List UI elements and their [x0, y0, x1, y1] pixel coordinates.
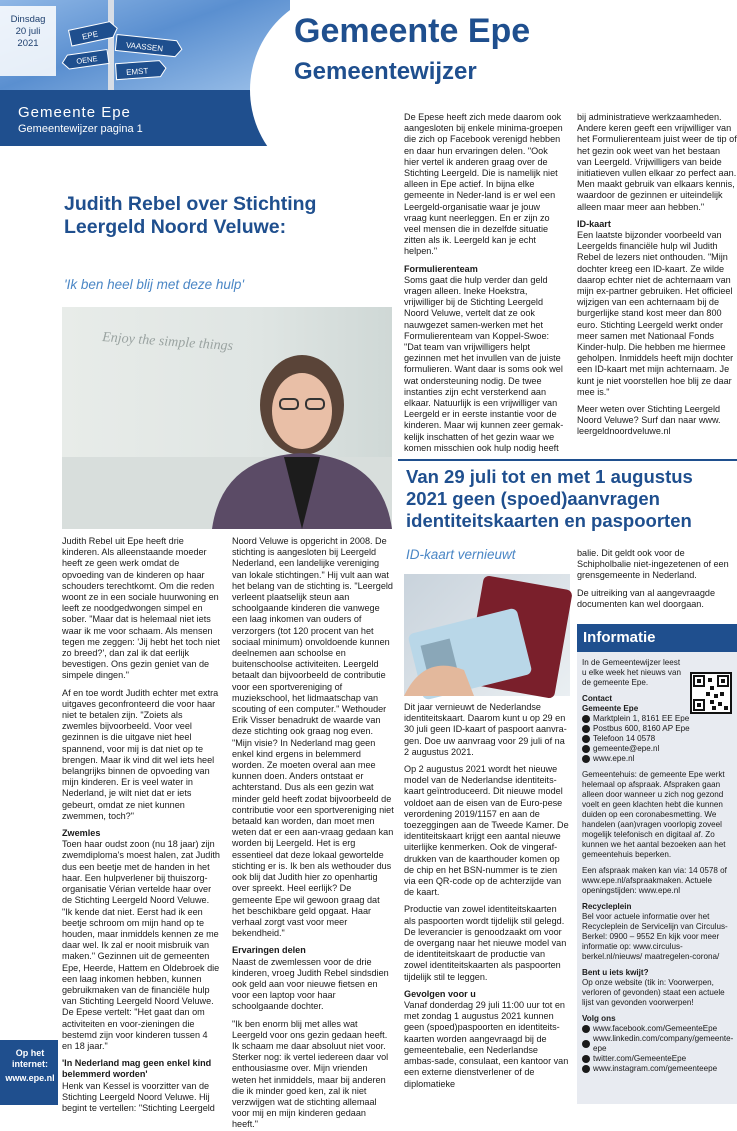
location-icon [582, 715, 590, 723]
paragraph: Judith Rebel uit Epe heeft drie kinderen. Als alleenstaande moeder heeft ze geen werk omdat de opvoeding van de kinderen op haar schouders terechtkomt. Om die reden woont ze in een sociale huurwoning en leeft ze noodgedwongen simpel en sober. "Maar dat is helemaal niet iets waar ik me voor schaam. Als mensen tegen me zeggen: 'Jij hebt het toch niet zo breed?', dan zal ik dat eerlijk bevestigen. Ons gezin geniet van de simpele dingen." [62, 536, 220, 681]
paragraph: De uitreiking van al aangevraagde documenten kan wel doorgaan. [577, 587, 716, 609]
info-appointment: Een afspraak maken kan via: 14 0578 of www.epe.nl/afspraakmaken. Actuele openingstijden: www.epe.nl [582, 866, 727, 895]
contact-line [582, 714, 734, 724]
date-day-month: 20 juli [15, 26, 41, 37]
online-url-link[interactable]: www.epe.nl [5, 1073, 55, 1083]
brand-title: Gemeente Epe [294, 12, 531, 50]
sign-label-emst: EMST [125, 66, 149, 77]
social-list [582, 1024, 734, 1074]
paragraph: Toen haar oudst zoon (nu 18 jaar) zijn zwemdiploma's moest halen, zat Judith dus een beetje met de handen in het haar. Een hulpverlener bij thuiszorg-organisatie Vérian vertelde haar over de Stichting Leergeld Noord Veluwe. "Ik kende dat niet. Eerst had ik een beetje schroom om mijn hand op te houden, maar inmiddels kennen ze me daar wel. Ik zal er nooit misbruik van maken." Gezinnen uit de gemeenten Epe, Heerde, Hattem en Oldebroek die een laag inkomen hebben, kunnen gebruikmaken van de financiële hulp van Stichting Leergeld Noord Veluwe. De Epese vertelt: "Het gaat dan om activiteiten en voor-zieningen die bestemd zijn voor kinderen tussen 4 en 18 jaar." [62, 839, 220, 1051]
paragraph: Productie van zowel identiteitskaarten als paspoorten wordt tijdelijk stil gelegd. De leverancier is genoodzaakt om voor de overgang naar het nieuwe model van de identiteitskaart de productie van zowel identiteitskaarten als paspoorten tijdelijk stil te leggen. [404, 904, 567, 982]
contact-text: www.instagram.com/gemeenteepe [593, 1064, 718, 1073]
info-hours: Gemeentehuis: de gemeente Epe werkt helemaal op afspraak. Afspraken gaan alleen door wanneer u zich nog gezond voelt en geen klachten hebt die kunnen duiden op een coronabesmetting. We handelen (aan)vragen voorlopig zoveel mogelijk telefonisch en digitaal af. Zo kunnen we het aantal bezoeken aan het gemeentehuis beperken. [582, 770, 726, 859]
section-heading: Gevolgen voor u [404, 988, 476, 999]
contact-line[interactable] [582, 1034, 734, 1054]
contact-text: www.epe.nl [593, 754, 635, 763]
contact-line [582, 734, 734, 744]
contact-text: Telefoon 14 0578 [593, 734, 656, 743]
contact-text: www.linkedin.com/company/gemeente-epe [593, 1034, 734, 1053]
sign-label-oene: OENE [75, 54, 99, 66]
paragraph: De Epese heeft zich mede daarom ook aangesloten bij enkele minima-groepen die zich op Facebook verenigd hebben en daar hun ervaringen delen. "Ook hier vertel ik anderen graag over de Stichting Leergeld. Die is namelijk niet alleen in Epe actief. In bijna elke gemeente in Neder-land is er wel een Leergeld-organisatie waar je jouw vraag kunt neerleggen. En er zijn zo veel mensen die in dezelfde situatie zitten als ik. Leergeld kan je echt helpen." [404, 112, 563, 257]
paragraph: Meer weten over Stichting Leergeld Noord Veluwe? Surf dan naar www. leergeldnoordveluwe.nl [577, 404, 721, 437]
section-heading: ID-kaart [577, 218, 611, 229]
contact-text: www.facebook.com/GemeenteEpe [593, 1024, 718, 1033]
paragraph: Af en toe wordt Judith echter met extra uitgaves geconfronteerd die voor haar niet te betalen zijn. "Zoiets als zwemles bijvoorbeeld. Voor veel gezinnen is die uitgave niet heel spannend, voor mij is dat niet op te brengen. Maar ik vind dit wel iets heel belangrijks binnen de opvoeding van mijn kinderen. Er is veel water in Nederland, je wilt niet dat er iets gebeurt, omdat ze niet kunnen zwemmen, toch?" [62, 687, 219, 821]
info-body [582, 658, 734, 1074]
paragraph: Vanaf donderdag 29 juli 11:00 uur tot en met zondag 1 augustus 2021 kunnen geen (spoed)paspoorten en identiteits-kaarten worden aangevraagd bij de gemeentebalie, een Nederlandse ambas-sade, consulaat, een kantoor van een externe dienstverlener of de diplomatieke [404, 1000, 569, 1089]
contact-text: Postbus 600, 8160 AP Epe [593, 724, 690, 733]
linkedin-icon [582, 1040, 590, 1048]
article1-column-4 [577, 112, 737, 452]
online-label: Op het internet: [12, 1048, 48, 1069]
photo-wall-text: Enjoy the simple things [101, 330, 234, 355]
contact-org: Gemeente Epe [582, 704, 639, 713]
contact-line[interactable] [582, 754, 734, 764]
paragraph: Een laatste bijzonder voorbeeld van Leergelds financiële hulp wil Judith Rebel de lezers niet onthouden. "Mijn dochter kreeg een ID-kaart. Ze wilde daarop echter niet de achternaam van mijn ex-partner gebruiken. Het officieel wijzigen van een achternaam bij de burgerlijke stand kost meer dan 800 euro. Stichting Leergeld werkt onder meer samen met Nationaal Fonds Kinder-hulp. Die hebben me hiermee geholpen. Inmiddels heeft mijn dochter een ID-kaart met mijn achternaam. Je kunt je niet voorstellen hoe blij ze daar mee is." [577, 230, 734, 397]
article1-column-3 [404, 112, 564, 452]
lost-heading: Bent u iets kwijt? [582, 968, 649, 977]
recycle-heading: Recycleplein [582, 902, 632, 911]
contact-line[interactable] [582, 1024, 734, 1034]
article2-title: Van 29 juli tot en met 1 augustus 2021 geen (spoed)aanvragen identiteitskaarten en paspoorten [406, 466, 693, 531]
article1-column-1 [62, 536, 220, 1113]
article2-column-2 [577, 548, 737, 620]
paragraph: Op 2 augustus 2021 wordt het nieuwe model van de Nederlandse identiteits-kaart geïntroduceerd. Dit nieuwe model voldoet aan de eisen van de Euro-pese verordening 2019/1157 en aan de toezeggingen aan de Tweede Kamer. De identiteitskaart krijgt een aantal nieuwe uiterlijke kenmerken. Ook de vingeraf-drukken van de kaarthouder komen op de chip en het BSN-nummer is te zien via een QR-code op de achterzijde van de kaart. [404, 764, 569, 898]
article-divider [398, 459, 737, 461]
contact-list [582, 714, 734, 764]
date-weekday: Dinsdag [10, 14, 46, 25]
section-heading: Zwemles [62, 828, 101, 839]
passport-illustration [404, 574, 570, 696]
band-subtitle: Gemeentewijzer pagina 1 [18, 123, 143, 135]
follow-heading: Volg ons [582, 1014, 616, 1023]
article2-column-1 [404, 702, 570, 1102]
recycle-text: Bel voor actuele informatie over het Recycleplein de Servicelijn van Circulus-Berkel: 0900 – 9552 En kijk voor meer informatie op: www.circulus-berkel.nl/nieuws/ maatregelen-corona/ [582, 912, 728, 961]
article1-title: Judith Rebel over Stichting Leergeld Noord Veluwe: [64, 193, 317, 238]
instagram-icon [582, 1065, 590, 1073]
lost-text: Op onze website (tik in: Voorwerpen, verloren of gevonden) staat een actuele lijst van gevonden voorwerpen! [582, 978, 725, 1007]
info-intro: In de Gemeentewijzer leest u elke week het nieuws van de gemeente Epe. [582, 658, 681, 687]
section-heading: 'In Nederland mag geen enkel kind belemmerd worden' [62, 1058, 212, 1080]
contact-text: twitter.com/GemeenteEpe [593, 1054, 687, 1063]
email-icon [582, 745, 590, 753]
sign-label-vaassen: VAASSEN [125, 40, 164, 54]
facebook-icon [582, 1025, 590, 1033]
paragraph: Soms gaat die hulp verder dan geld vragen alleen. Ineke Hoekstra, vrijwilliger bij de Stichting Leergeld Noord Veluwe, vertelt dat ze ook nauwgezet samen-werken met het Formulierenteam van Koppel-Swoe: "Dat team van vrijwilligers helpt gezinnen met het invullen van de juiste formulieren. Want daar is soms ook wel wat ondersteuning nodig. De twee instanties zijn echt versterkend aan elkaar. Natuurlijk is een vrijwilliger van Leergeld er in eerste instantie voor de kinderen. Maar wij kunnen zeer gemak-kelijk inschatten of het gezin waar we komen misschien ook hulp nodig heeft [404, 274, 564, 453]
judith-rebel-photo [62, 307, 392, 529]
contact-line[interactable] [582, 744, 734, 754]
id-card-photo [404, 574, 570, 696]
mailbox-icon [582, 725, 590, 733]
contact-heading: Contact [582, 694, 613, 703]
contact-line [582, 724, 734, 734]
contact-line[interactable] [582, 1054, 734, 1064]
portrait-illustration [62, 307, 392, 529]
contact-line[interactable] [582, 1064, 734, 1074]
issue-date [0, 6, 56, 76]
info-heading: Informatie [577, 624, 737, 652]
contact-text: Marktplein 1, 8161 EE Epe [593, 714, 690, 723]
contact-text: gemeente@epe.nl [593, 744, 660, 753]
article2-subtitle: ID-kaart vernieuwt [406, 547, 516, 562]
band-title: Gemeente Epe [18, 104, 131, 121]
article1-column-2 [232, 536, 394, 1130]
article1-subtitle: 'Ik ben heel blij met deze hulp' [64, 277, 245, 292]
paragraph: balie. Dit geldt ook voor de Schipholbalie niet-ingezetenen of een grensgemeente in Nederland. [577, 548, 729, 581]
date-year: 2021 [17, 38, 39, 49]
online-box-text [2, 1048, 58, 1084]
section-heading: Formulierenteam [404, 263, 478, 274]
paragraph: Henk van Kessel is voorzitter van de Stichting Leergeld Noord Veluwe. Hij begint te vertellen: "Stichting Leergeld [62, 1080, 215, 1113]
sign-label-epe: EPE [81, 29, 99, 42]
paragraph: Dit jaar vernieuwt de Nederlandse identiteitskaart. Daarom kunt u op 29 en 30 juli geen ID-kaart of paspoort aanvra-gen. Doe uw aanvraag voor 29 juli of na 2 augustus 2021. [404, 702, 567, 757]
section-heading: Ervaringen delen [232, 945, 306, 956]
twitter-icon [582, 1055, 590, 1063]
paragraph: Naast de zwemlessen voor de drie kinderen, vroeg Judith Rebel sindsdien ook geld aan voor nieuwe fietsen en voor een laptop voor haar schoolgaande dochter. [232, 956, 389, 1012]
paragraph: "Ik ben enorm blij met alles wat Leergeld voor ons gezin gedaan heeft. Ik schaam me daar absoluut niet voor. Sterker nog: ik vertel iedereen daar vol enthousiasme over. Mijn vrienden weten het inmiddels, maar bij anderen die ik minder goed ken, zal ik niet verzwijgen wat de stichting allemaal voor mij en mijn kinderen gedaan heeft." [232, 1018, 389, 1130]
paragraph: Noord Veluwe is opgericht in 2008. De stichting is aangesloten bij Leergeld Nederland, een landelijke vereniging van lokale stichtingen." Hij vult aan wat het belang van de stichting is. "Leergeld verleent plaatselijk steun aan schoolgaande kinderen die vanwege een laag inkomen van ouders of verzorgers (tot 120 procent van het sociaal minimum) onvoldoende kunnen deelnemen aan schoolse en buitenschoolse activiteiten. Leergeld betaalt dan bijvoorbeeld de contributie voor een sportvereniging of muziekschool, het lidmaatschap van scouting of een computer." Wethouder Erik Visser benadrukt de waarde van deze stichting ook graag nog even. "Mijn visie? In Nederland mag geen enkel kind ergens in belemmerd worden. Ze moeten overal aan mee kunnen doen. Anders ontstaat er achterstand. Dus als een gezin wat minder geld heeft zodat bijvoorbeeld de contributie voor een sportvereniging niet betaald kan worden, dan moet men weten dat er een aan-vraag gedaan kan worden bij Leergeld. Het is erg essentieel dat deze lokaal gewortelde stichting er is. Ik ben als wethouder dus ook blij dat Judith hier zo openhartig over spreekt. Heel eerlijk? De gemeente Epe wil gewoon graag dat het beschikbare geld opgaat. Haar verhaal zorgt vast voor meer bekendheid." [232, 536, 394, 939]
brand-subtitle: Gemeentewijzer [294, 58, 477, 85]
paragraph: bij administratieve werkzaamheden. Andere keren geeft een vrijwilliger van het Formulierenteam juist weer de tip of het gezin ook weet van het bestaan van Leergeld. Vrijwilligers van beide initiatieven vullen elkaar zo perfect aan. Men maakt gebruik van elkaars kennis, waardoor de gezinnen er uiteindelijk alleen maar meer aan hebben." [577, 112, 737, 212]
web-icon [582, 755, 590, 763]
phone-icon [582, 735, 590, 743]
